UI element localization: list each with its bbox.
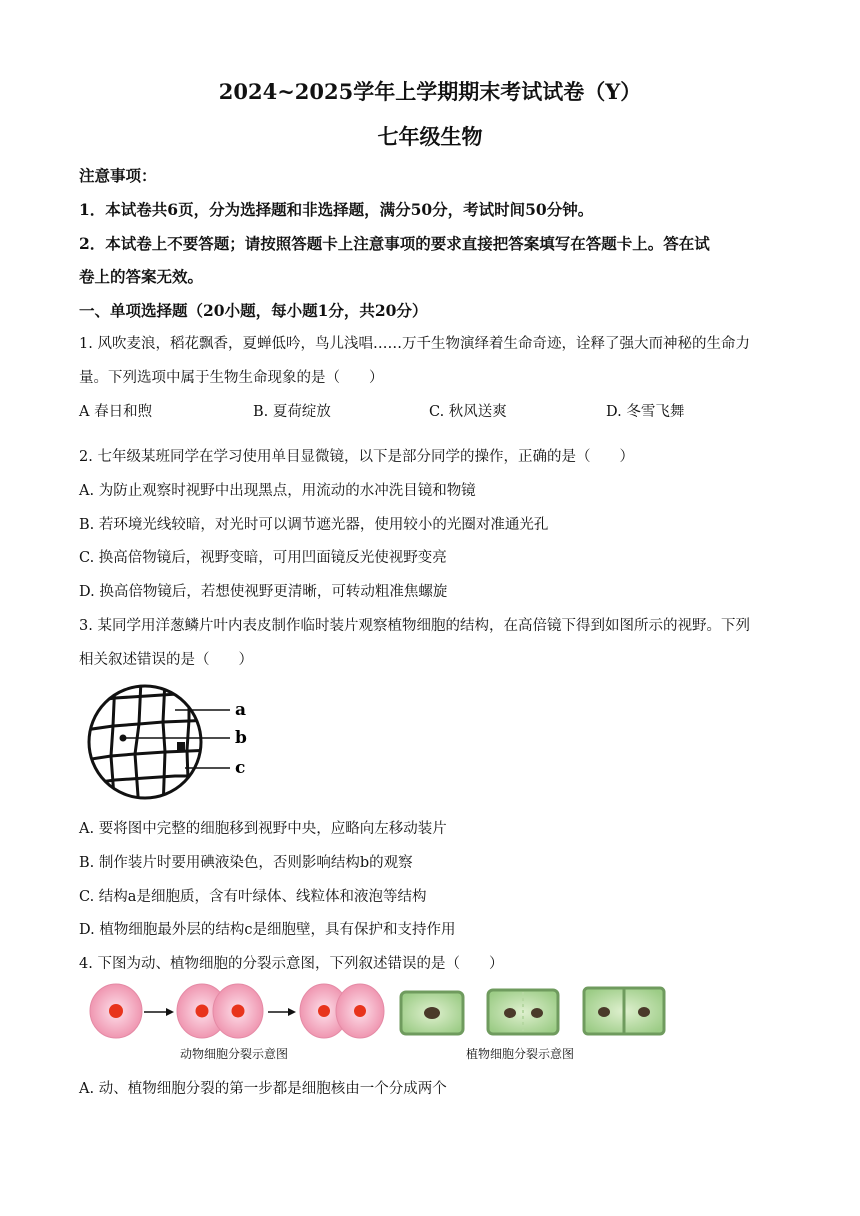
q1-stem-line2: 量。下列选项中属于生物生命现象的是（ ） (79, 370, 384, 386)
q3-stem-line1: 3. 某同学用洋葱鳞片叶内表皮制作临时装片观察植物细胞的结构，在高倍镜下得到如图所示的视野。下列 (79, 618, 750, 634)
animal-cell-stage-3 (300, 984, 384, 1038)
exam-subtitle: 七年级生物 (377, 124, 483, 149)
q1-option-b: B. 夏荷绽放 (253, 404, 331, 420)
q2-option-d: D. 换高倍物镜后，若想使视野更清晰，可转动粗准焦螺旋 (79, 584, 448, 600)
animal-division-caption: 动物细胞分裂示意图 (180, 1047, 289, 1061)
q1-option-c: C. 秋风送爽 (429, 404, 507, 420)
q3-stem-line2: 相关叙述错误的是（ ） (79, 652, 253, 668)
nucleus-dot-2 (177, 742, 185, 750)
arrow-icon (144, 1008, 174, 1016)
q3-option-a: A. 要将图中完整的细胞移到视野中央，应略向左移动装片 (79, 821, 447, 837)
q4-stem: 4. 下图为动、植物细胞的分裂示意图，下列叙述错误的是（ ） (79, 956, 504, 972)
label-a: a (235, 700, 247, 720)
animal-cell-stage-2 (177, 984, 263, 1038)
q3-option-b: B. 制作装片时要用碘液染色，否则影响结构b的观察 (79, 855, 413, 871)
animal-cell-stage-1 (90, 984, 142, 1038)
exam-title: 2024~2025学年上学期期末考试试卷（Y） (218, 79, 642, 104)
q2-option-b: B. 若环境光线较暗，对光时可以调节遮光器，使用较小的光圈对准通光孔 (79, 517, 549, 533)
q1-stem-line1: 1. 风吹麦浪，稻花飘香，夏蝉低吟，鸟儿浅唱……万千生物演绎着生命奇迹，诠释了强大而神秘的生命力 (79, 336, 750, 352)
q2-option-c: C. 换高倍物镜后，视野变暗，可用凹面镜反光使视野变亮 (79, 550, 447, 566)
section-heading: 一、单项选择题（20小题，每小题1分，共20分） (79, 301, 428, 320)
microscope-view-figure (85, 680, 265, 810)
q4-option-a: A. 动、植物细胞分裂的第一步都是细胞核由一个分成两个 (79, 1081, 447, 1097)
q2-stem: 2. 七年级某班同学在学习使用单目显微镜，以下是部分同学的操作，正确的是（ ） (79, 449, 634, 465)
cell-division-figure (88, 982, 678, 1044)
plant-cell-stage-2 (488, 990, 558, 1034)
q2-option-a: A. 为防止观察时视野中出现黑点，用流动的水冲洗目镜和物镜 (79, 483, 476, 499)
q3-option-d: D. 植物细胞最外层的结构c是细胞壁，具有保护和支持作用 (79, 922, 456, 938)
cell-grid (85, 680, 215, 810)
notice-item-1: 1．本试卷共6页，分为选择题和非选择题，满分50分，考试时间50分钟。 (79, 200, 594, 219)
plant-cell-stage-1 (401, 992, 463, 1034)
q1-option-d: D. 冬雪飞舞 (606, 404, 685, 420)
plant-cell-stage-3 (584, 988, 664, 1034)
notice-item-2-line2: 卷上的答案无效。 (79, 267, 204, 286)
plant-division-caption: 植物细胞分裂示意图 (466, 1047, 575, 1061)
q1-option-a: A 春日和煦 (79, 404, 153, 420)
arrow-icon (268, 1008, 296, 1016)
label-b: b (235, 728, 247, 748)
q3-option-c: C. 结构a是细胞质，含有叶绿体、线粒体和液泡等结构 (79, 889, 427, 905)
notice-item-2-line1: 2．本试卷上不要答题；请按照答题卡上注意事项的要求直接把答案填写在答题卡上。答在试 (79, 234, 710, 253)
notice-heading: 注意事项： (79, 166, 157, 185)
label-c: c (235, 758, 246, 778)
